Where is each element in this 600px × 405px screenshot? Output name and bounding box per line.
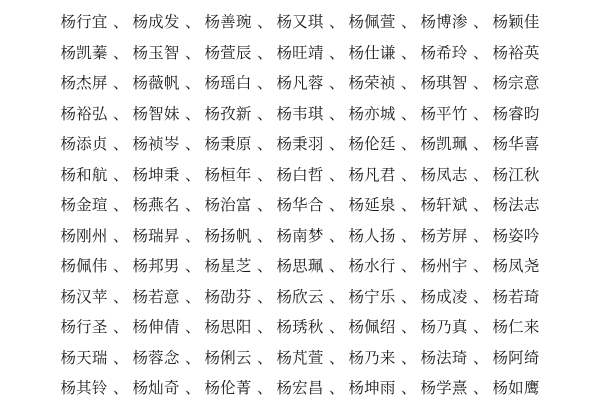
name-item: 杨添贞: [60, 136, 108, 153]
name-separator: 、: [401, 44, 417, 62]
name-separator: 、: [257, 380, 273, 397]
name-item: 杨蓉念: [132, 349, 180, 367]
name-separator: 、: [113, 136, 129, 153]
name-item: 杨伦菁: [204, 380, 252, 397]
name-separator: 、: [329, 288, 345, 306]
name-item: 杨博渗: [420, 14, 468, 31]
name-item: 杨水行: [348, 258, 396, 275]
name-item: 杨阿绮: [492, 349, 540, 367]
name-separator: 、: [185, 14, 201, 31]
name-item: 杨南梦: [276, 227, 324, 245]
name-separator: 、: [401, 349, 417, 367]
name-row: [0, 313, 600, 344]
name-separator: 、: [113, 319, 129, 336]
name-separator: 、: [329, 319, 345, 336]
name-separator: 、: [113, 349, 129, 367]
name-item: 杨芳屏: [420, 227, 468, 245]
name-separator: 、: [113, 197, 129, 214]
name-item: 杨睿昀: [492, 105, 540, 123]
name-separator: 、: [257, 14, 273, 31]
name-separator: 、: [473, 319, 489, 336]
name-item: 杨芃萱: [276, 349, 324, 367]
name-separator: 、: [113, 227, 129, 245]
name-item: 杨裕英: [492, 44, 540, 62]
name-item: 杨琪智: [420, 75, 468, 92]
name-separator: 、: [473, 44, 489, 62]
name-separator: 、: [113, 258, 129, 275]
name-separator: 、: [113, 14, 129, 31]
name-separator: 、: [329, 227, 345, 245]
name-item: 杨和航: [60, 166, 108, 184]
name-separator: 、: [257, 44, 273, 62]
name-separator: 、: [113, 166, 129, 184]
name-separator: 、: [113, 288, 129, 306]
name-separator: 、: [329, 166, 345, 184]
name-item: 杨成发: [132, 14, 180, 31]
name-item: 杨亦城: [348, 105, 396, 123]
name-item: 杨孜新: [204, 105, 252, 123]
name-item: 杨行圣: [60, 319, 108, 336]
name-item: 杨韦琪: [276, 105, 324, 123]
name-separator: 、: [185, 288, 201, 306]
name-separator: 、: [257, 105, 273, 123]
name-separator: 、: [257, 75, 273, 92]
name-separator: 、: [257, 166, 273, 184]
name-item: 杨伸倩: [132, 319, 180, 336]
name-item: 杨秉原: [204, 136, 252, 153]
name-item: 杨宗意: [492, 75, 540, 92]
name-item: 杨金瑄: [60, 197, 108, 214]
name-separator: 、: [401, 288, 417, 306]
name-separator: 、: [401, 14, 417, 31]
name-item: 杨颖佳: [492, 14, 540, 31]
name-item: 杨宁乐: [348, 288, 396, 306]
name-separator: 、: [113, 44, 129, 62]
name-separator: 、: [257, 288, 273, 306]
name-row: [0, 161, 600, 192]
name-separator: 、: [185, 105, 201, 123]
name-separator: 、: [329, 258, 345, 275]
name-separator: 、: [185, 136, 201, 153]
name-item: 杨仁来: [492, 319, 540, 336]
name-separator: 、: [401, 105, 417, 123]
name-separator: 、: [329, 75, 345, 92]
name-row: [0, 222, 600, 253]
name-separator: 、: [185, 166, 201, 184]
name-item: 杨刚州: [60, 227, 108, 245]
name-item: 杨旺靖: [276, 44, 324, 62]
name-row: [0, 130, 600, 161]
name-item: 杨江秋: [492, 166, 540, 184]
name-item: 杨又琪: [276, 14, 324, 31]
name-separator: 、: [401, 197, 417, 214]
name-item: 杨玉智: [132, 44, 180, 62]
name-separator: 、: [401, 75, 417, 92]
name-item: 杨善琬: [204, 14, 252, 31]
name-item: 杨瑞昇: [132, 227, 180, 245]
name-item: 杨轩斌: [420, 197, 468, 214]
name-item: 杨智妹: [132, 105, 180, 123]
name-item: 杨若琦: [492, 288, 540, 306]
name-item: 杨汉苹: [60, 288, 108, 306]
name-separator: 、: [185, 197, 201, 214]
name-item: 杨仕谦: [348, 44, 396, 62]
name-separator: 、: [257, 319, 273, 336]
name-separator: 、: [329, 14, 345, 31]
name-separator: 、: [401, 258, 417, 275]
name-separator: 、: [329, 105, 345, 123]
name-separator: 、: [185, 227, 201, 245]
name-item: 杨佩萱: [348, 14, 396, 31]
name-item: 杨州宇: [420, 258, 468, 275]
name-item: 杨佩绍: [348, 319, 396, 336]
name-item: 杨桓年: [204, 166, 252, 184]
name-separator: 、: [473, 258, 489, 275]
name-item: 杨萱辰: [204, 44, 252, 62]
name-separator: 、: [473, 75, 489, 92]
name-item: 杨希玲: [420, 44, 468, 62]
name-item: 杨凯珮: [420, 136, 468, 153]
name-item: 杨宏昌: [276, 380, 324, 397]
name-item: 杨法志: [492, 197, 540, 214]
name-row: [0, 69, 600, 100]
name-separator: 、: [473, 349, 489, 367]
name-item: 杨思阳: [204, 319, 252, 336]
name-item: 杨治富: [204, 197, 252, 214]
name-row: [0, 39, 600, 70]
name-separator: 、: [329, 136, 345, 153]
name-row: [0, 283, 600, 314]
name-item: 杨人扬: [348, 227, 396, 245]
name-separator: 、: [257, 197, 273, 214]
name-separator: 、: [401, 166, 417, 184]
name-separator: 、: [473, 105, 489, 123]
name-item: 杨俐云: [204, 349, 252, 367]
name-item: 杨学熹: [420, 380, 468, 397]
name-item: 杨琇秋: [276, 319, 324, 336]
name-separator: 、: [185, 44, 201, 62]
name-separator: 、: [329, 197, 345, 214]
name-separator: 、: [401, 227, 417, 245]
name-item: 杨华喜: [492, 136, 540, 153]
name-separator: 、: [329, 44, 345, 62]
name-item: 杨凡君: [348, 166, 396, 184]
name-item: 杨伦廷: [348, 136, 396, 153]
name-separator: 、: [113, 380, 129, 397]
name-separator: 、: [401, 319, 417, 336]
name-item: 杨灿奇: [132, 380, 180, 397]
name-separator: 、: [473, 136, 489, 153]
name-item: 杨星芝: [204, 258, 252, 275]
name-separator: 、: [401, 136, 417, 153]
name-separator: 、: [473, 14, 489, 31]
name-item: 杨若意: [132, 288, 180, 306]
name-item: 杨坤雨: [348, 380, 396, 397]
name-item: 杨凤尧: [492, 258, 540, 275]
name-item: 杨白哲: [276, 166, 324, 184]
name-separator: 、: [185, 258, 201, 275]
name-item: 杨扬帆: [204, 227, 252, 245]
name-separator: 、: [329, 380, 345, 397]
name-separator: 、: [473, 380, 489, 397]
name-separator: 、: [473, 197, 489, 214]
name-separator: 、: [185, 319, 201, 336]
name-item: 杨华合: [276, 197, 324, 214]
name-item: 杨姿吟: [492, 227, 540, 245]
name-item: 杨燕名: [132, 197, 180, 214]
name-row: [0, 100, 600, 131]
name-item: 杨杰屏: [60, 75, 108, 92]
name-item: 杨如鹰: [492, 380, 540, 397]
name-item: 杨薇帆: [132, 75, 180, 92]
name-item: 杨凯蓁: [60, 44, 108, 62]
name-item: 杨行宜: [60, 14, 108, 31]
name-separator: 、: [473, 288, 489, 306]
name-separator: 、: [185, 380, 201, 397]
name-item: 杨凤志: [420, 166, 468, 184]
name-separator: 、: [473, 227, 489, 245]
name-item: 杨凡蓉: [276, 75, 324, 92]
name-row: [0, 252, 600, 283]
name-item: 杨延泉: [348, 197, 396, 214]
name-row: [0, 344, 600, 375]
name-separator: 、: [401, 380, 417, 397]
name-item: 杨秉羽: [276, 136, 324, 153]
name-separator: 、: [257, 136, 273, 153]
name-separator: 、: [185, 349, 201, 367]
name-row: [0, 191, 600, 222]
name-item: 杨荣祯: [348, 75, 396, 92]
name-item: 杨思珮: [276, 258, 324, 275]
name-separator: 、: [257, 227, 273, 245]
name-item: 杨邦男: [132, 258, 180, 275]
name-item: 杨劭芬: [204, 288, 252, 306]
name-separator: 、: [113, 105, 129, 123]
name-item: 杨平竹: [420, 105, 468, 123]
name-item: 杨裕弘: [60, 105, 108, 123]
name-item: 杨欣云: [276, 288, 324, 306]
name-separator: 、: [257, 349, 273, 367]
name-item: 杨天瑞: [60, 349, 108, 367]
name-item: 杨坤秉: [132, 166, 180, 184]
name-item: 杨祯岑: [132, 136, 180, 153]
name-separator: 、: [329, 349, 345, 367]
name-separator: 、: [185, 75, 201, 92]
name-separator: 、: [473, 166, 489, 184]
name-item: 杨法琦: [420, 349, 468, 367]
name-item: 杨乃来: [348, 349, 396, 367]
name-item: 杨成凌: [420, 288, 468, 306]
name-item: 杨乃真: [420, 319, 468, 336]
name-item: 杨瑶白: [204, 75, 252, 92]
name-row: [0, 8, 600, 39]
name-separator: 、: [257, 258, 273, 275]
name-item: 杨佩伟: [60, 258, 108, 275]
name-separator: 、: [113, 75, 129, 92]
name-item: 杨其铃: [60, 380, 108, 397]
